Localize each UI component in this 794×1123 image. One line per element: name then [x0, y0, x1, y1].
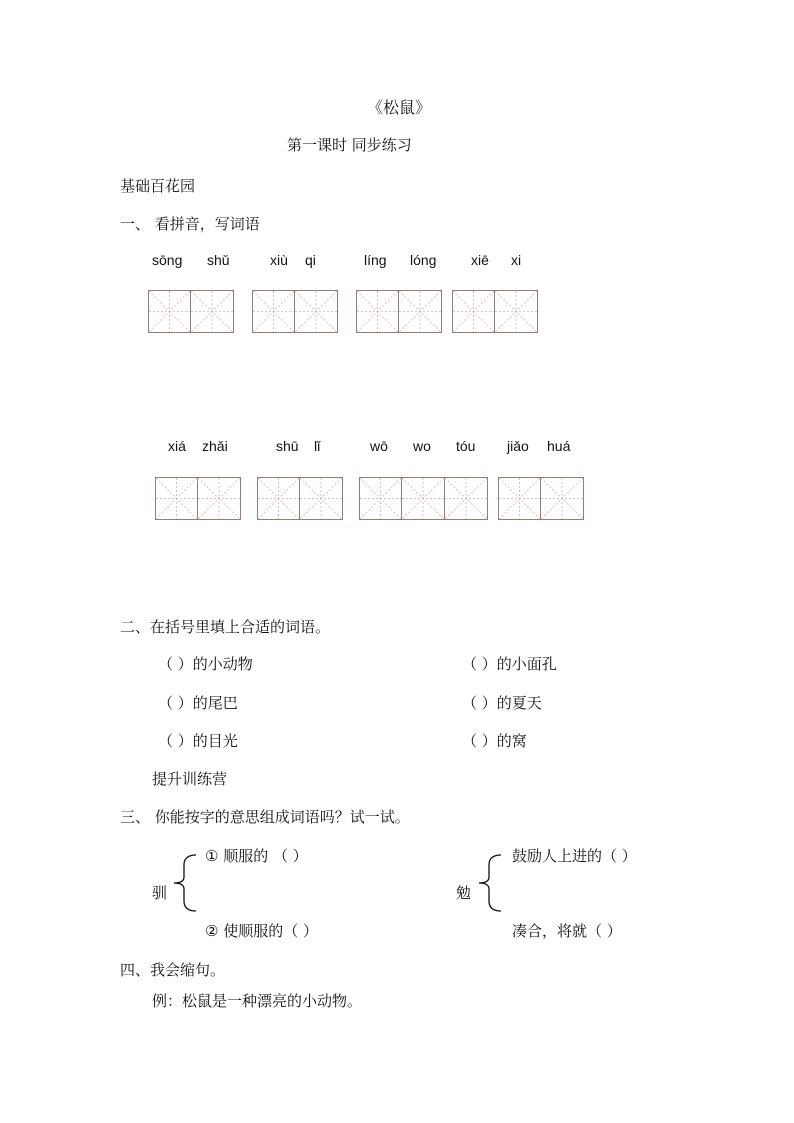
pinyin: lǐ: [314, 438, 321, 454]
pinyin: líng: [364, 252, 387, 268]
pinyin: jiǎo: [507, 438, 529, 454]
pinyin: tóu: [456, 438, 476, 454]
pinyin: lóng: [410, 252, 437, 268]
pinyin: shū: [276, 438, 299, 454]
char-mian: 勉: [456, 884, 472, 902]
tian-cell[interactable]: [252, 290, 295, 333]
writing-grid[interactable]: [452, 290, 538, 333]
tian-cell[interactable]: [356, 290, 399, 333]
fill-blank-item[interactable]: （ ）的小面孔: [462, 655, 557, 673]
pinyin: zhǎi: [202, 438, 228, 454]
page-subtitle: 第一课时 同步练习: [287, 136, 412, 154]
q4-heading: 四、我会缩句。: [120, 961, 226, 979]
word-option[interactable]: 凑合，将就（ ）: [512, 922, 622, 940]
writing-grid[interactable]: [252, 290, 338, 333]
tian-cell[interactable]: [495, 290, 538, 333]
fill-blank-item[interactable]: （ ）的尾巴: [158, 694, 238, 712]
q4-example: 例：松鼠是一种漂亮的小动物。: [152, 992, 363, 1010]
writing-grid[interactable]: [257, 477, 343, 520]
tian-cell[interactable]: [191, 290, 234, 333]
fill-blank-item[interactable]: （ ）的夏天: [462, 694, 542, 712]
writing-grid[interactable]: [155, 477, 241, 520]
pinyin: xiù: [270, 252, 288, 268]
tian-cell[interactable]: [452, 290, 495, 333]
fill-blank-item[interactable]: （ ）的小动物: [158, 655, 253, 673]
tian-cell[interactable]: [295, 290, 338, 333]
pinyin: xiá: [168, 438, 186, 454]
writing-grid[interactable]: [359, 477, 488, 520]
word-option[interactable]: ② 使顺服的（ ）: [205, 922, 318, 940]
pinyin: wo: [413, 438, 431, 454]
char-xun: 驯: [152, 884, 168, 902]
q3-heading: 三、 你能按字的意思组成词语吗？试一试。: [120, 808, 410, 826]
tian-cell[interactable]: [445, 477, 488, 520]
tian-cell[interactable]: [300, 477, 343, 520]
pinyin: shǔ: [207, 252, 230, 268]
tian-cell[interactable]: [498, 477, 541, 520]
tian-cell[interactable]: [402, 477, 445, 520]
pinyin: sōng: [152, 252, 183, 268]
writing-grid[interactable]: [356, 290, 442, 333]
pinyin: qi: [305, 252, 316, 268]
tian-cell[interactable]: [399, 290, 442, 333]
word-option[interactable]: 鼓励人上进的（ ）: [512, 847, 637, 865]
section-basic: 基础百花园: [120, 177, 196, 195]
page-title: 《松鼠》: [366, 98, 431, 117]
tian-cell[interactable]: [257, 477, 300, 520]
tian-cell[interactable]: [541, 477, 584, 520]
tian-cell[interactable]: [148, 290, 191, 333]
pinyin: xiē: [471, 252, 489, 268]
writing-grid[interactable]: [498, 477, 584, 520]
left-brace-icon: [170, 853, 200, 913]
fill-blank-item[interactable]: （ ）的目光: [158, 732, 238, 750]
pinyin: wō: [370, 438, 388, 454]
word-option[interactable]: ① 顺服的 （ ）: [205, 847, 308, 865]
pinyin: xi: [511, 252, 522, 268]
fill-blank-item[interactable]: （ ）的窝: [462, 732, 527, 750]
pinyin: huá: [547, 438, 571, 454]
q2-heading: 二、在括号里填上合适的词语。: [120, 618, 331, 636]
q1-heading: 一、 看拼音，写词语: [120, 215, 260, 233]
tian-cell[interactable]: [359, 477, 402, 520]
tian-cell[interactable]: [198, 477, 241, 520]
writing-grid[interactable]: [148, 290, 234, 333]
left-brace-icon: [475, 853, 505, 913]
tian-cell[interactable]: [155, 477, 198, 520]
section-advanced: 提升训练营: [152, 770, 228, 788]
